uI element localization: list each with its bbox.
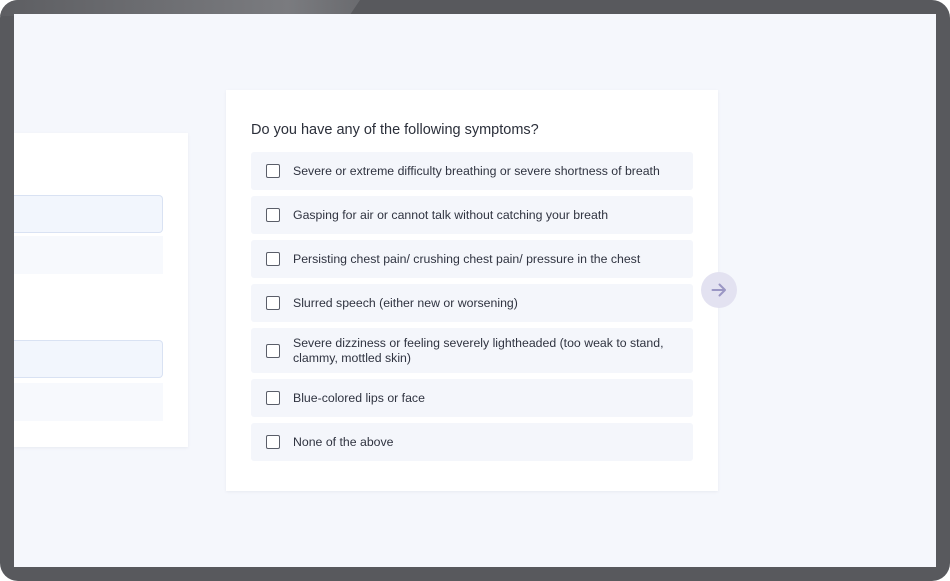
checkbox[interactable] <box>266 435 280 449</box>
next-button[interactable] <box>701 272 737 308</box>
checkbox[interactable] <box>266 164 280 178</box>
option-label: Blue-colored lips or face <box>293 390 425 405</box>
checkbox[interactable] <box>266 252 280 266</box>
option-label: Gasping for air or cannot talk without catching your breath <box>293 207 609 222</box>
option-gasping-for-air[interactable] <box>251 196 693 234</box>
previous-input-field-2[interactable] <box>14 340 163 378</box>
checkbox[interactable] <box>266 344 280 358</box>
option-label: Persisting chest pain/ crushing chest pain/ pressure in the chest <box>293 251 641 266</box>
option-severe-dizziness[interactable] <box>251 328 693 373</box>
arrow-right-icon <box>710 281 728 299</box>
checkbox[interactable] <box>266 296 280 310</box>
previous-option-strip <box>14 236 163 274</box>
previous-option-strip-2 <box>14 383 163 421</box>
option-label: Slurred speech (either new or worsening) <box>293 295 518 310</box>
option-label: Severe or extreme difficulty breathing or severe shortness of breath <box>293 163 660 178</box>
question-title: Do you have any of the following symptoms? <box>251 122 539 138</box>
previous-question-card <box>14 133 188 447</box>
option-label: None of the above <box>293 434 394 449</box>
symptom-options-list <box>251 152 693 461</box>
checkbox[interactable] <box>266 208 280 222</box>
option-label: Severe dizziness or feeling severely lightheaded (too weak to stand, clammy, mottled skin) <box>293 336 664 365</box>
previous-input-field[interactable] <box>14 195 163 233</box>
option-blue-lips[interactable] <box>251 379 693 417</box>
option-slurred-speech[interactable] <box>251 284 693 322</box>
option-chest-pain[interactable] <box>251 240 693 278</box>
option-none-of-the-above[interactable] <box>251 423 693 461</box>
checkbox[interactable] <box>266 391 280 405</box>
screen <box>14 14 936 567</box>
option-severe-breathing[interactable] <box>251 152 693 190</box>
symptoms-question-card <box>226 90 718 491</box>
